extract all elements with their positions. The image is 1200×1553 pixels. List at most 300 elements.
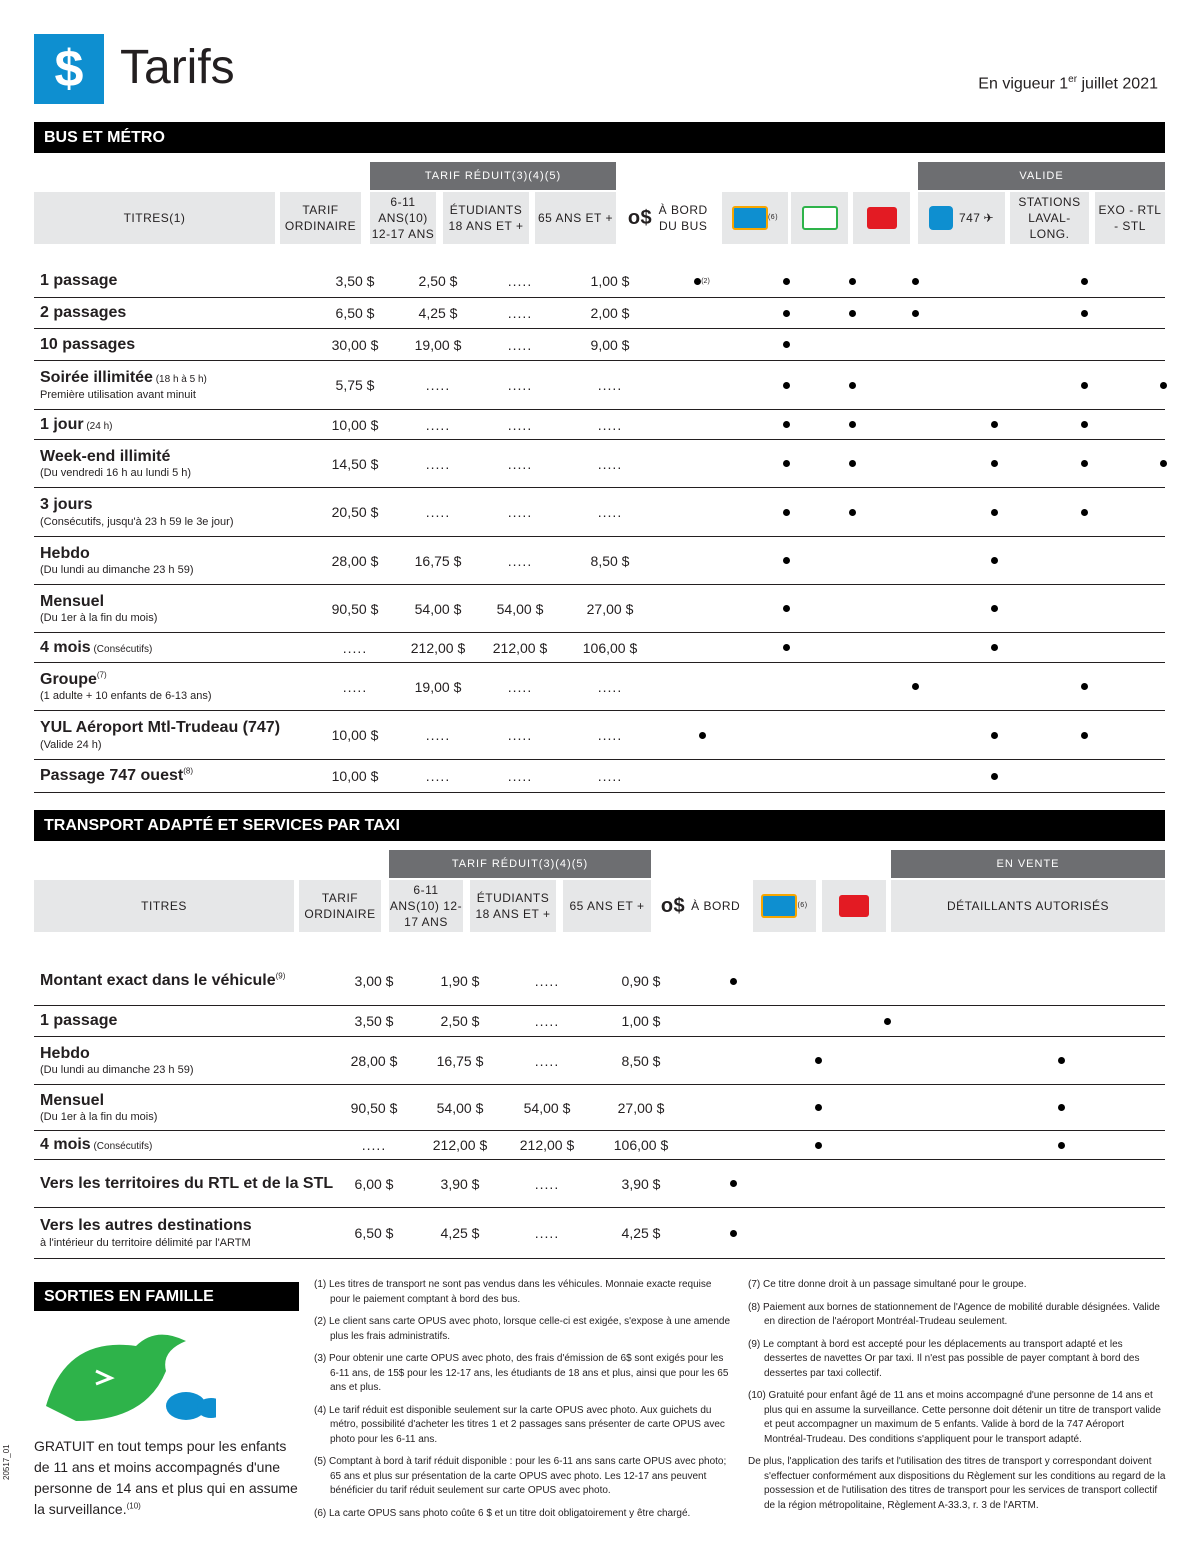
- section-transport-adapte-title: TRANSPORT ADAPTÉ ET SERVICES PAR TAXI: [34, 810, 1165, 841]
- cell-carte: [832, 361, 872, 409]
- row-title: 1 passage: [40, 272, 118, 290]
- cell-stations: [1064, 537, 1104, 584]
- row-name: [40, 972, 285, 990]
- cell-exo: [1143, 663, 1183, 710]
- dot-marker: [912, 683, 919, 690]
- cell-e: .....: [507, 377, 533, 393]
- dot-marker: [1160, 382, 1167, 389]
- cell-e: .....: [507, 727, 533, 743]
- row-title: Vers les autres destinations: [40, 1217, 252, 1235]
- col2-tarif: TARIF ORDINAIRE: [299, 880, 381, 932]
- cell-s: 1,00 $: [621, 1013, 661, 1029]
- cell-a: 2,50 $: [418, 273, 458, 289]
- row-footnote-ref: (8): [183, 766, 193, 776]
- cell-s: 8,50 $: [590, 552, 630, 569]
- cell-a: 4,25 $: [440, 1225, 480, 1241]
- col-machine: [853, 192, 910, 244]
- cell-opus: [766, 361, 806, 409]
- cell-carte: [832, 537, 872, 584]
- table-row: [34, 410, 1165, 440]
- cell-det: [1041, 1160, 1081, 1207]
- dot-marker: [783, 341, 790, 348]
- cell-carte: [832, 298, 872, 328]
- table-row: [34, 633, 1165, 663]
- cell-t: 90,50 $: [350, 1099, 398, 1116]
- dot-marker: [1058, 1104, 1065, 1111]
- row-subtitle: (Du lundi au dimanche 23 h 59): [40, 1064, 194, 1077]
- opus-card-icon: [732, 206, 768, 230]
- footnotes-right: [748, 1278, 1166, 1521]
- cell-v747: [974, 633, 1014, 662]
- cell-opus: [798, 957, 838, 1005]
- cell-a: .....: [425, 727, 451, 743]
- cell-v747: [974, 329, 1014, 360]
- cell-machine: [895, 298, 935, 328]
- cell-e: 212,00 $: [519, 1137, 575, 1153]
- row-subtitle: (Du 1er à la fin du mois): [40, 612, 158, 625]
- cell-machine: [895, 410, 935, 439]
- cell-bord: [713, 1160, 753, 1207]
- cell-v747: [974, 265, 1014, 297]
- cell-t: 10,00 $: [331, 768, 379, 784]
- row-label: [40, 633, 152, 662]
- cell-exo: [1143, 440, 1183, 487]
- cell-a: 212,00 $: [410, 639, 466, 656]
- cell-bord: [672, 265, 732, 297]
- col-etudiants: ÉTUDIANTS 18 ANS ET +: [443, 192, 529, 244]
- row-label: [40, 1006, 117, 1036]
- cell-opus: [766, 298, 806, 328]
- table-row: [34, 1160, 1165, 1208]
- dot-marker: [783, 421, 790, 428]
- cell-a: 19,00 $: [414, 336, 462, 353]
- cell-stations: [1064, 488, 1104, 536]
- row-name: [40, 545, 193, 563]
- cell-t: 28,00 $: [350, 1052, 398, 1069]
- cell-t: 14,50 $: [331, 455, 379, 472]
- cell-e: .....: [534, 1225, 560, 1241]
- cell-bord: [672, 711, 732, 759]
- cell-v747: [974, 663, 1014, 710]
- cell-det: [1041, 1085, 1081, 1130]
- cell-bord: [713, 1131, 753, 1159]
- cell-opus: [766, 711, 806, 759]
- cell-exo: [1143, 410, 1183, 439]
- cell-machine: [867, 1085, 907, 1130]
- cell-e: .....: [507, 678, 533, 695]
- row-subtitle: (Du vendredi 16 h au lundi 5 h): [40, 467, 192, 480]
- cell-s: .....: [597, 455, 623, 472]
- cell-stations: [1064, 440, 1104, 487]
- cell-t: .....: [342, 639, 368, 656]
- cell-v747: [974, 440, 1014, 487]
- dot-marker: [849, 310, 856, 317]
- cell-a: 19,00 $: [414, 678, 462, 695]
- row-subtitle: à l'intérieur du territoire délimité par l'ARTM: [40, 1236, 251, 1249]
- row-name: [40, 1136, 152, 1154]
- table-row: [34, 957, 1165, 1006]
- col2-opus: (6): [753, 880, 816, 932]
- dot-marker: [1081, 421, 1088, 428]
- cell-machine: [895, 329, 935, 360]
- cell-e: .....: [534, 1013, 560, 1029]
- dot-marker: [849, 278, 856, 285]
- plane-icon: ✈: [983, 210, 995, 225]
- cell-stations: [1064, 711, 1104, 759]
- cell-opus: [798, 1085, 838, 1130]
- row-title: 3 jours: [40, 496, 93, 514]
- dot-marker: [815, 1142, 822, 1149]
- cell-carte: [832, 265, 872, 297]
- cell-carte: [832, 410, 872, 439]
- cell-t: 10,00 $: [331, 416, 379, 433]
- footnote: (10) Gratuité pour enfant âgé de 11 ans et moins accompagné d'une personne de 14 ans et plus qui en assume la surveillance. Cette personne doit détenir un titre de transport valide et peut accompagner un maximum de 5 enfants. Valide à bord de la 747 Aéroport Montréal-Trudeau. Des conditions s'appliquent pour le transport adapté.: [748, 1390, 1161, 1445]
- cell-e: 54,00 $: [496, 600, 544, 617]
- col2-machine: [822, 880, 886, 932]
- row-label: [40, 711, 280, 759]
- cell-exo: [1143, 760, 1183, 792]
- cell-opus: [766, 265, 806, 297]
- row-title: 10 passages: [40, 335, 136, 353]
- cell-machine: [895, 633, 935, 662]
- cell-opus: [798, 1160, 838, 1207]
- table-row: [34, 329, 1165, 361]
- cell-bord: [672, 760, 732, 792]
- row-subtitle: (Du lundi au dimanche 23 h 59): [40, 564, 194, 577]
- row-title: 1 jour: [40, 415, 84, 433]
- cell-stations: [1064, 329, 1104, 360]
- row-title: Mensuel: [40, 592, 105, 610]
- cell-a: 1,90 $: [440, 973, 480, 989]
- cell-t: 6,50 $: [354, 1225, 394, 1241]
- dot-marker: [1081, 278, 1088, 285]
- cell-s: 106,00 $: [613, 1137, 669, 1153]
- table-row: [34, 760, 1165, 793]
- cell-opus: [766, 488, 806, 536]
- cell-bord: [672, 663, 732, 710]
- dot-marker: [783, 278, 790, 285]
- cell-a: 4,25 $: [418, 305, 458, 321]
- cell-t: 3,50 $: [354, 1013, 394, 1029]
- col-senior: 65 ANS ET +: [535, 192, 616, 244]
- cell-a: .....: [425, 377, 451, 393]
- en-vente-group: EN VENTE: [891, 850, 1165, 878]
- cell-t: 30,00 $: [331, 336, 379, 353]
- col-stations: STATIONS LAVAL-LONG.: [1010, 192, 1089, 244]
- effective-date: En vigueur 1er juillet 2021: [978, 74, 1158, 93]
- opus-card-icon: [761, 894, 797, 918]
- dot-marker: [849, 421, 856, 428]
- cell-carte: [832, 760, 872, 792]
- col2-senior: 65 ANS ET +: [563, 880, 651, 932]
- footnote: (6) La carte OPUS sans photo coûte 6 $ et un titre doit obligatoirement y être chargé.: [314, 1507, 691, 1519]
- dot-marker: [1081, 683, 1088, 690]
- row-subtitle: (1 adulte + 10 enfants de 6-13 ans): [40, 690, 212, 703]
- document-code: 20517_01: [2, 1444, 11, 1480]
- footnotes-left: [314, 1278, 732, 1529]
- cell-exo: [1143, 537, 1183, 584]
- cell-e: .....: [507, 336, 533, 353]
- col-bord: o$ À BORD DU BUS: [622, 192, 714, 244]
- cell-carte: [832, 663, 872, 710]
- dot-marker: [1160, 460, 1167, 467]
- cell-exo: [1143, 329, 1183, 360]
- dot-marker: [912, 310, 919, 317]
- row-name: [40, 496, 234, 514]
- row-note: (Consécutifs): [90, 643, 153, 655]
- dot-marker: [783, 382, 790, 389]
- row-note: (18 h à 5 h): [152, 374, 207, 386]
- cell-e: 54,00 $: [523, 1099, 571, 1116]
- col2-detaillants: DÉTAILLANTS AUTORISÉS: [891, 880, 1165, 932]
- dot-marker: [1058, 1142, 1065, 1149]
- cell-opus: [766, 663, 806, 710]
- dot-marker: [1081, 509, 1088, 516]
- cell-s: 1,00 $: [590, 273, 630, 289]
- table-row: [34, 488, 1165, 537]
- coins-icon: o$: [627, 206, 653, 229]
- row-name: [40, 767, 193, 785]
- valid-group: VALIDE: [918, 162, 1165, 190]
- col-carte: [791, 192, 848, 244]
- reduced-fare-group: TARIF RÉDUIT(3)(4)(5): [370, 162, 616, 190]
- table-row: [34, 298, 1165, 329]
- cell-machine: [895, 585, 935, 632]
- row-name: [40, 336, 135, 354]
- cell-machine: [895, 760, 935, 792]
- dot-marker: [815, 1104, 822, 1111]
- row-title: 4 mois: [40, 1136, 91, 1154]
- cell-s: 9,00 $: [590, 336, 630, 353]
- row-name: [40, 1217, 252, 1235]
- cell-t: 20,50 $: [331, 504, 379, 520]
- row-footnote-ref: (9): [275, 971, 286, 981]
- dot-marker: [783, 605, 790, 612]
- cell-e: .....: [507, 768, 533, 784]
- cell-t: 10,00 $: [331, 727, 379, 743]
- cell-opus: [766, 440, 806, 487]
- dot-marker: [783, 644, 790, 651]
- cell-machine: [867, 1037, 907, 1084]
- table-row: [34, 1085, 1165, 1131]
- row-subtitle: Première utilisation avant minuit: [40, 388, 196, 401]
- col-tarif: TARIF ORDINAIRE: [280, 192, 361, 244]
- cell-bord: [713, 1085, 753, 1130]
- cell-opus: [798, 1037, 838, 1084]
- row-name: [40, 593, 157, 611]
- dot-marker: [991, 557, 998, 564]
- cell-bord: [672, 537, 732, 584]
- cell-machine: [867, 957, 907, 1005]
- cell-s: 2,00 $: [590, 305, 630, 321]
- cell-v747: [974, 537, 1014, 584]
- col-ages: 6-11 ANS(10) 12-17 ANS: [370, 192, 436, 244]
- dot-marker: [849, 460, 856, 467]
- dot-marker: [991, 509, 998, 516]
- cell-e: .....: [534, 1175, 560, 1192]
- row-name: [40, 1092, 157, 1110]
- occasional-card-icon: [802, 206, 838, 230]
- cell-e: .....: [507, 504, 533, 520]
- cell-exo: [1143, 711, 1183, 759]
- row-label: [40, 410, 112, 439]
- cell-v747: [974, 361, 1014, 409]
- table-row: [34, 585, 1165, 633]
- cell-s: 4,25 $: [621, 1225, 661, 1241]
- col2-ages: 6-11 ANS(10) 12-17 ANS: [389, 880, 463, 932]
- cell-e: .....: [534, 973, 560, 989]
- cell-v747: [974, 711, 1014, 759]
- cell-e: .....: [534, 1052, 560, 1069]
- cell-a: 3,90 $: [440, 1175, 480, 1192]
- row-name: [40, 448, 191, 466]
- cell-opus: [766, 537, 806, 584]
- cell-det: [1041, 1208, 1081, 1258]
- cell-machine: [867, 1208, 907, 1258]
- cell-stations: [1064, 633, 1104, 662]
- row-label: [40, 537, 193, 584]
- cell-exo: [1143, 298, 1183, 328]
- row-label: [40, 265, 117, 297]
- cell-bord: [672, 440, 732, 487]
- row-subtitle: (Du 1er à la fin du mois): [40, 1111, 158, 1124]
- cell-carte: [832, 329, 872, 360]
- cell-a: .....: [425, 504, 451, 520]
- row-title: Passage 747 ouest: [40, 767, 184, 785]
- row-name: [40, 719, 280, 737]
- cell-e: .....: [507, 552, 533, 569]
- cell-machine: [895, 265, 935, 297]
- cell-opus: [798, 1006, 838, 1036]
- col2-bord: o$ À BORD: [656, 880, 745, 932]
- cell-exo: [1143, 361, 1183, 409]
- col2-titres: TITRES: [34, 880, 294, 932]
- cell-s: 3,90 $: [621, 1175, 661, 1192]
- cell-e: .....: [507, 455, 533, 472]
- cell-stations: [1064, 298, 1104, 328]
- cell-det: [1041, 1006, 1081, 1036]
- row-title: 4 mois: [40, 638, 91, 656]
- cell-s: 27,00 $: [586, 600, 634, 617]
- cell-v747: [974, 298, 1014, 328]
- footnote: (9) Le comptant à bord est accepté pour les déplacements au transport adapté et les dessertes de navettes Or par taxi. Il n'est pas possible de payer comptant à bord des dessertes par taxi collectif.: [748, 1338, 1140, 1379]
- cell-machine: [895, 663, 935, 710]
- dot-marker: [849, 509, 856, 516]
- row-label: [40, 663, 212, 710]
- row-name: [40, 304, 126, 322]
- cell-s: .....: [597, 377, 623, 393]
- dot-marker: [783, 310, 790, 317]
- row-label: [40, 298, 126, 328]
- row-title: Mensuel: [40, 1091, 105, 1109]
- table-row: [34, 711, 1165, 760]
- row-name: [40, 639, 152, 657]
- cell-v747: [974, 410, 1014, 439]
- cell-carte: [832, 585, 872, 632]
- dot-marker: [991, 773, 998, 780]
- cell-t: 5,75 $: [335, 377, 375, 393]
- cell-t: 3,50 $: [335, 273, 375, 289]
- cell-exo: [1143, 585, 1183, 632]
- page-title: Tarifs: [120, 41, 235, 94]
- cell-a: 2,50 $: [440, 1013, 480, 1029]
- cell-machine: [867, 1006, 907, 1036]
- cell-s: 8,50 $: [621, 1052, 661, 1069]
- birds-illustration: [36, 1326, 216, 1426]
- row-subtitle: (Consécutifs, jusqu'à 23 h 59 le 3e jour): [40, 515, 234, 528]
- row-name: [40, 416, 112, 434]
- row-name: [40, 369, 207, 387]
- cell-a: .....: [425, 416, 451, 433]
- footnote: (7) Ce titre donne droit à un passage simultané pour le groupe.: [748, 1279, 1027, 1290]
- row-name: [40, 1045, 193, 1063]
- cell-machine: [895, 488, 935, 536]
- cell-v747: [974, 760, 1014, 792]
- famille-title: SORTIES EN FAMILLE: [34, 1282, 299, 1311]
- cell-s: .....: [597, 416, 623, 433]
- dot-marker: [694, 278, 701, 285]
- row-label: [40, 440, 191, 487]
- dollar-icon: $: [34, 34, 104, 104]
- row-title: Hebdo: [40, 544, 90, 562]
- dot-marker: [730, 978, 737, 985]
- row-subtitle: (Valide 24 h): [40, 738, 102, 751]
- cell-exo: [1143, 633, 1183, 662]
- cell-s: .....: [597, 678, 623, 695]
- cell-a: 212,00 $: [432, 1137, 488, 1153]
- footnote: (3) Pour obtenir une carte OPUS avec photo, des frais d'émission de 6$ sont exigés pour les 6-11 ans, de 15$ pour les 12-17 ans, les étudiants de 18 ans et plus, ainsi que pour les 65 ans et plus.: [314, 1353, 729, 1393]
- cell-carte: [832, 711, 872, 759]
- cell-det: [1041, 957, 1081, 1005]
- cell-stations: [1064, 585, 1104, 632]
- cell-opus: [766, 633, 806, 662]
- dot-marker: [991, 644, 998, 651]
- coins-icon: o$: [660, 894, 686, 917]
- cell-machine: [867, 1160, 907, 1207]
- footnote: (8) Paiement aux bornes de stationnement de l'Agence de mobilité durable désignées. Valide en direction de l'aéroport Montréal-Trudeau seulement.: [748, 1301, 1160, 1327]
- cell-a: 54,00 $: [414, 600, 462, 617]
- table-row: [34, 1131, 1165, 1160]
- section-bus-metro-title: BUS ET MÉTRO: [34, 122, 1165, 153]
- cell-a: 16,75 $: [414, 552, 462, 569]
- famille-text: GRATUIT en tout temps pour les enfants de 11 ans et moins accompagnés d'une personne de 14 ans et plus qui en assume la surveillance.$^{(10)}$: [34, 1438, 298, 1517]
- dot-marker: [1081, 732, 1088, 739]
- cell-a: .....: [425, 455, 451, 472]
- cell-bord: [672, 298, 732, 328]
- cell-stations: [1064, 265, 1104, 297]
- footnote: De plus, l'application des tarifs et l'utilisation des titres de transport y correspondant doivent s'effectuer conformément aux dispositions du Règlement sur les conditions au regard de la possession et de l'utilisation des titres de transport pour les services de transport collectif de la région métropolitaine, Règlement A-33.3, r. 3 de l'ARTM.: [748, 1456, 1166, 1511]
- row-title: Soirée illimitée: [40, 369, 153, 387]
- dot-marker: [699, 732, 706, 739]
- cell-bord: [672, 585, 732, 632]
- col-exo: EXO - RTL - STL: [1095, 192, 1165, 244]
- reduced-fare-group-2: TARIF RÉDUIT(3)(4)(5): [389, 850, 651, 878]
- cell-opus: [766, 329, 806, 360]
- dot-marker: [1081, 382, 1088, 389]
- cell-exo: [1143, 488, 1183, 536]
- cell-e: .....: [507, 305, 533, 321]
- row-label: [40, 329, 135, 360]
- row-name: [40, 1175, 333, 1193]
- cell-opus: [766, 760, 806, 792]
- row-title: Vers les territoires du RTL et de la STL: [40, 1174, 334, 1192]
- cell-bord: [672, 329, 732, 360]
- col-opus: (6): [722, 192, 788, 244]
- row-label: [40, 957, 285, 1005]
- cell-carte: [832, 440, 872, 487]
- dot-marker: [783, 460, 790, 467]
- cell-carte: [832, 488, 872, 536]
